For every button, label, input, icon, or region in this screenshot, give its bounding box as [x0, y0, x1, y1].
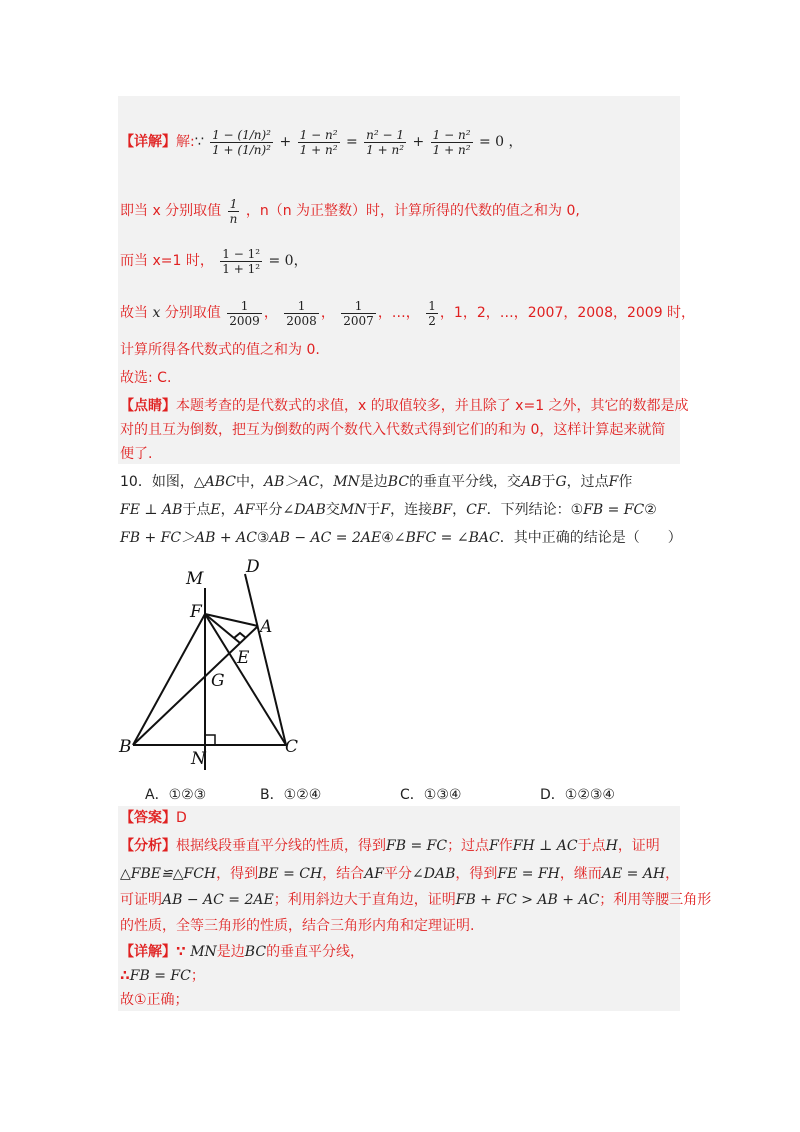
q9-comment-3: 便了.	[120, 446, 153, 462]
detail-tag: 【详解】	[120, 134, 176, 150]
q9-comment-1: 【点睛】本题考查的是代数式的求值，x 的取值较多，并且除了 x=1 之外，其它的数都是成	[120, 398, 689, 414]
label-f: F	[190, 602, 202, 622]
option-b: B．①②④	[260, 787, 322, 803]
x-equals-one-fraction: $\frac{\text{1 − 1²}}{\text{1 + 1²}}$	[222, 246, 261, 276]
detail-word: 解:	[176, 134, 195, 150]
detail-line-2: ∴FB = FC；	[120, 968, 205, 984]
detail-tag-2: 【详解】	[120, 944, 176, 960]
analysis-line-3: 可证明AB − AC = 2AE；利用斜边大于直角边，证明FB + FC > AB + AC；利用等腰三角形	[120, 892, 712, 908]
one-over-n: $\frac{1}{n}$	[229, 196, 238, 226]
line-ad	[245, 574, 286, 745]
q9-answer: 故选: C.	[120, 370, 172, 386]
value-1-2009: $\frac{1}{2009}$	[229, 298, 260, 328]
equals-zero: = 0	[478, 134, 505, 150]
label-b: B	[119, 737, 132, 757]
detail-line-1: 【详解】∵ MN是边BC的垂直平分线，	[120, 944, 365, 960]
because-symbol: ∵	[194, 134, 204, 150]
q9-line-4: 故当 x 分别取值 $\frac{1}{2009}$ ， $\frac{1}{2008}$ ， $\frac{1}{2007}$ ，…， $\frac{1}{2}$ ，1，2，…，2007，2008，2009 时，	[120, 298, 696, 328]
fraction-a: $\frac{\text{1 − (1/n)²}}{\text{1 + (1/n)²}}$	[212, 127, 271, 157]
comma: ，	[508, 134, 523, 150]
analysis-line-2: △FBE≌△FCH，得到BE = CH，结合AF平分∠DAB，得到FE = FH，继而AE = AH，	[120, 866, 680, 882]
segment-fb	[133, 614, 205, 745]
label-e: E	[237, 648, 250, 668]
fraction-b: $\frac{\text{1 − n²}}{\text{1 + n²}}$	[299, 127, 338, 157]
value-1-2008: $\frac{1}{2008}$	[286, 298, 317, 328]
comment-tag: 【点睛】	[120, 398, 176, 414]
value-1-2: $\frac{1}{2}$	[428, 298, 436, 328]
option-a: A．①②③	[145, 787, 207, 803]
q10-line-2: FE ⊥ AB于点E，AF平分∠DAB交MN于F，连接BF，CF．下列结论：①FB = FC②	[120, 502, 657, 518]
analysis-line-1: 【分析】根据线段垂直平分线的性质，得到FB = FC；过点F作FH ⊥ AC于点H，证明	[120, 838, 660, 854]
label-m: M	[186, 569, 204, 589]
fraction-d: $\frac{\text{1 − n²}}{\text{1 + n²}}$	[432, 127, 471, 157]
answer-value: D	[176, 810, 187, 826]
detail-line-3: 故①正确；	[120, 992, 189, 1008]
q10-line-3: FB + FC＞AB + AC③AB − AC = 2AE④∠BFC = ∠BAC．其中正确的结论是（ ）	[120, 530, 682, 546]
q9-line-3: 而当 x=1 时， $\frac{\text{1 − 1²}}{\text{1 + 1²}}$ = 0，	[120, 246, 308, 276]
segment-ba	[133, 626, 258, 745]
value-1-2007: $\frac{1}{2007}$	[343, 298, 374, 328]
q9-detail-line: 【详解】解:∵ $\frac{\text{1 − (1/n)²}}{\text{1 + (1/n)²}}$ + $\frac{\text{1 − n²}}{\text{1 + n²}}$ = $\frac{\text{n² − 1}}{\text{1 + n²}}$ + $\frac{\text{1 − n²}}{\text{1 + n²}}$ = 0 ，	[120, 127, 523, 157]
right-angle-n	[205, 735, 215, 745]
answer-line	[120, 808, 187, 828]
q9-comment-2: 对的且互为倒数，把互为倒数的两个数代入代数式得到它们的和为 0，这样计算起来就简	[120, 422, 666, 438]
q10-line-1: 10．如图，△ABC中，AB＞AC，MN是边BC的垂直平分线，交AB于G，过点F作	[120, 474, 633, 490]
label-a: A	[260, 617, 273, 637]
label-n: N	[191, 749, 206, 769]
answer-tag: 【答案】	[120, 810, 176, 826]
label-d: D	[246, 557, 260, 577]
fraction-c: $\frac{\text{n² − 1}}{\text{1 + n²}}$	[366, 127, 404, 157]
analysis-line-4: 的性质，全等三角形的性质，结合三角形内角和定理证明.	[120, 918, 475, 934]
right-angle-e	[234, 633, 246, 638]
option-c: C．①③④	[400, 787, 462, 803]
option-d: D．①②③④	[540, 787, 615, 803]
analysis-tag: 【分析】	[120, 838, 176, 854]
q9-line-2: 即当 x 分别取值 $\frac{1}{n}$ ，n（n 为正整数）时，计算所得的代数的值之和为 0,	[120, 196, 580, 226]
label-g: G	[211, 671, 225, 691]
label-c: C	[285, 737, 299, 757]
q9-line-5: 计算所得各代数式的值之和为 0.	[120, 342, 320, 358]
